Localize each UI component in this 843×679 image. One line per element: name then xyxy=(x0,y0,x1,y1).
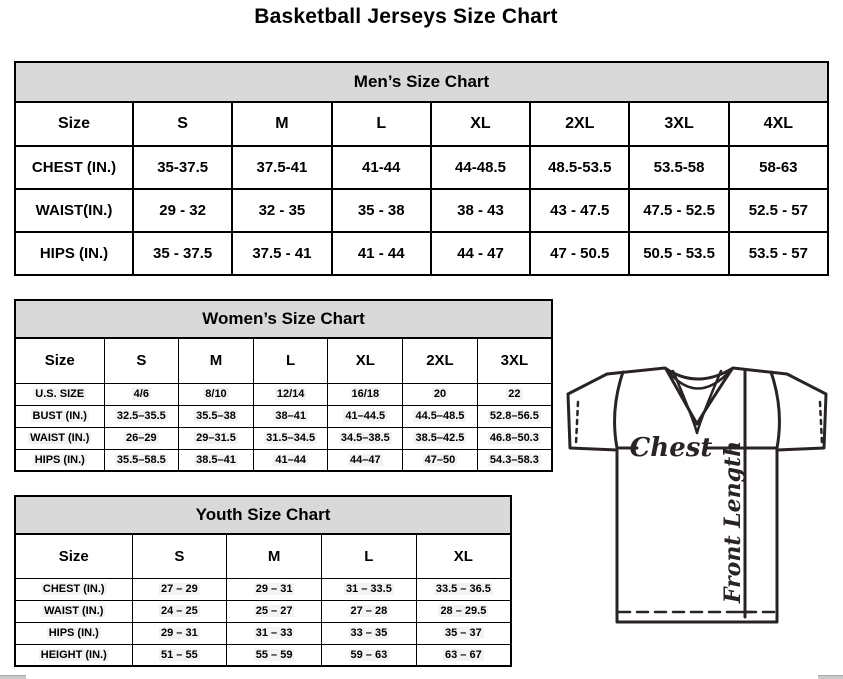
value-cell: 44–47 xyxy=(328,449,403,471)
youth-size-chart-section xyxy=(14,495,512,667)
womens-size-chart-section xyxy=(14,299,553,472)
value-cell: 41-44 xyxy=(332,146,431,189)
value-cell: 24 – 25 xyxy=(132,600,227,622)
value-cell: 44.5–48.5 xyxy=(403,405,478,427)
value-cell: 55 – 59 xyxy=(227,644,322,666)
row-label-cell: HIPS (IN.) xyxy=(15,232,133,275)
value-cell: 44 - 47 xyxy=(431,232,530,275)
value-cell: 37.5-41 xyxy=(232,146,331,189)
value-cell: 26–29 xyxy=(104,427,179,449)
table-row xyxy=(15,189,828,232)
value-cell: 34.5–38.5 xyxy=(328,427,403,449)
value-cell: 38–41 xyxy=(253,405,328,427)
col-header-cell: L xyxy=(253,338,328,383)
col-header-cell: 4XL xyxy=(729,102,828,146)
column-header-row xyxy=(15,338,552,383)
value-cell: 25 – 27 xyxy=(227,600,322,622)
row-label-cell: BUST (IN.) xyxy=(15,405,104,427)
mens-size-chart-section xyxy=(14,61,829,276)
value-cell: 33.5 – 36.5 xyxy=(416,578,511,600)
value-cell: 46.8–50.3 xyxy=(477,427,552,449)
value-cell: 27 – 29 xyxy=(132,578,227,600)
value-cell: 32.5–35.5 xyxy=(104,405,179,427)
value-cell: 35.5–58.5 xyxy=(104,449,179,471)
value-cell: 37.5 - 41 xyxy=(232,232,331,275)
row-label-cell: CHEST (IN.) xyxy=(15,146,133,189)
row-label-cell: HEIGHT (IN.) xyxy=(15,644,132,666)
row-label-cell: WAIST (IN.) xyxy=(15,600,132,622)
value-cell: 44-48.5 xyxy=(431,146,530,189)
col-header-cell: 2XL xyxy=(530,102,629,146)
value-cell: 50.5 - 53.5 xyxy=(629,232,728,275)
youth-size-table xyxy=(14,533,512,667)
row-label-cell: HIPS (IN.) xyxy=(15,449,104,471)
value-cell: 38.5–41 xyxy=(179,449,254,471)
value-cell: 22 xyxy=(477,383,552,405)
womens-chart-header: Women’s Size Chart xyxy=(14,299,553,339)
front-length-label: Front Length xyxy=(720,440,746,604)
value-cell: 31.5–34.5 xyxy=(253,427,328,449)
table-row xyxy=(15,622,511,644)
col-header-cell: S xyxy=(132,534,227,578)
value-cell: 52.5 - 57 xyxy=(729,189,828,232)
value-cell: 43 - 47.5 xyxy=(530,189,629,232)
value-cell: 29–31.5 xyxy=(179,427,254,449)
column-header-row xyxy=(15,102,828,146)
col-header-cell: XL xyxy=(328,338,403,383)
value-cell: 27 – 28 xyxy=(322,600,417,622)
value-cell: 20 xyxy=(403,383,478,405)
jersey-measurement-diagram xyxy=(556,358,842,630)
value-cell: 48.5-53.5 xyxy=(530,146,629,189)
chest-label: Chest xyxy=(629,433,713,463)
youth-chart-header: Youth Size Chart xyxy=(14,495,512,535)
value-cell: 29 – 31 xyxy=(227,578,322,600)
mens-chart-header: Men’s Size Chart xyxy=(14,61,829,103)
ui-fragment-left xyxy=(0,675,26,679)
page-title: Basketball Jerseys Size Chart xyxy=(254,5,558,28)
size-corner-cell: Size xyxy=(15,102,133,146)
col-header-cell: 2XL xyxy=(403,338,478,383)
row-label-cell: WAIST (IN.) xyxy=(15,427,104,449)
row-label-cell: WAIST(IN.) xyxy=(15,189,133,232)
col-header-cell: 3XL xyxy=(629,102,728,146)
value-cell: 41–44.5 xyxy=(328,405,403,427)
value-cell: 38.5–42.5 xyxy=(403,427,478,449)
col-header-cell: S xyxy=(104,338,179,383)
value-cell: 4/6 xyxy=(104,383,179,405)
table-row xyxy=(15,449,552,471)
table-row xyxy=(15,383,552,405)
row-label-cell: U.S. SIZE xyxy=(15,383,104,405)
col-header-cell: L xyxy=(332,102,431,146)
col-header-cell: L xyxy=(322,534,417,578)
value-cell: 12/14 xyxy=(253,383,328,405)
col-header-cell: M xyxy=(227,534,322,578)
value-cell: 8/10 xyxy=(179,383,254,405)
value-cell: 63 – 67 xyxy=(416,644,511,666)
table-row xyxy=(15,146,828,189)
value-cell: 32 - 35 xyxy=(232,189,331,232)
value-cell: 29 – 31 xyxy=(132,622,227,644)
jersey-outline xyxy=(568,368,826,622)
value-cell: 41–44 xyxy=(253,449,328,471)
ui-fragment-right xyxy=(818,675,843,679)
value-cell: 35 - 38 xyxy=(332,189,431,232)
value-cell: 28 – 29.5 xyxy=(416,600,511,622)
value-cell: 29 - 32 xyxy=(133,189,232,232)
value-cell: 47 - 50.5 xyxy=(530,232,629,275)
col-header-cell: S xyxy=(133,102,232,146)
womens-size-table xyxy=(14,337,553,472)
size-corner-cell: Size xyxy=(15,338,104,383)
value-cell: 51 – 55 xyxy=(132,644,227,666)
table-row xyxy=(15,644,511,666)
value-cell: 53.5-58 xyxy=(629,146,728,189)
value-cell: 47.5 - 52.5 xyxy=(629,189,728,232)
value-cell: 35 - 37.5 xyxy=(133,232,232,275)
col-header-cell: M xyxy=(179,338,254,383)
value-cell: 47–50 xyxy=(403,449,478,471)
value-cell: 52.8–56.5 xyxy=(477,405,552,427)
value-cell: 31 – 33.5 xyxy=(322,578,417,600)
value-cell: 31 – 33 xyxy=(227,622,322,644)
column-header-row xyxy=(15,534,511,578)
value-cell: 35 – 37 xyxy=(416,622,511,644)
col-header-cell: 3XL xyxy=(477,338,552,383)
value-cell: 16/18 xyxy=(328,383,403,405)
table-row xyxy=(15,405,552,427)
table-row xyxy=(15,600,511,622)
table-row xyxy=(15,427,552,449)
row-label-cell: CHEST (IN.) xyxy=(15,578,132,600)
value-cell: 54.3–58.3 xyxy=(477,449,552,471)
col-header-cell: M xyxy=(232,102,331,146)
value-cell: 53.5 - 57 xyxy=(729,232,828,275)
size-corner-cell: Size xyxy=(15,534,132,578)
value-cell: 38 - 43 xyxy=(431,189,530,232)
value-cell: 41 - 44 xyxy=(332,232,431,275)
col-header-cell: XL xyxy=(431,102,530,146)
value-cell: 33 – 35 xyxy=(322,622,417,644)
mens-size-table xyxy=(14,101,829,276)
value-cell: 59 – 63 xyxy=(322,644,417,666)
table-row xyxy=(15,578,511,600)
col-header-cell: XL xyxy=(416,534,511,578)
table-row xyxy=(15,232,828,275)
value-cell: 35.5–38 xyxy=(179,405,254,427)
value-cell: 35-37.5 xyxy=(133,146,232,189)
value-cell: 58-63 xyxy=(729,146,828,189)
row-label-cell: HIPS (IN.) xyxy=(15,622,132,644)
